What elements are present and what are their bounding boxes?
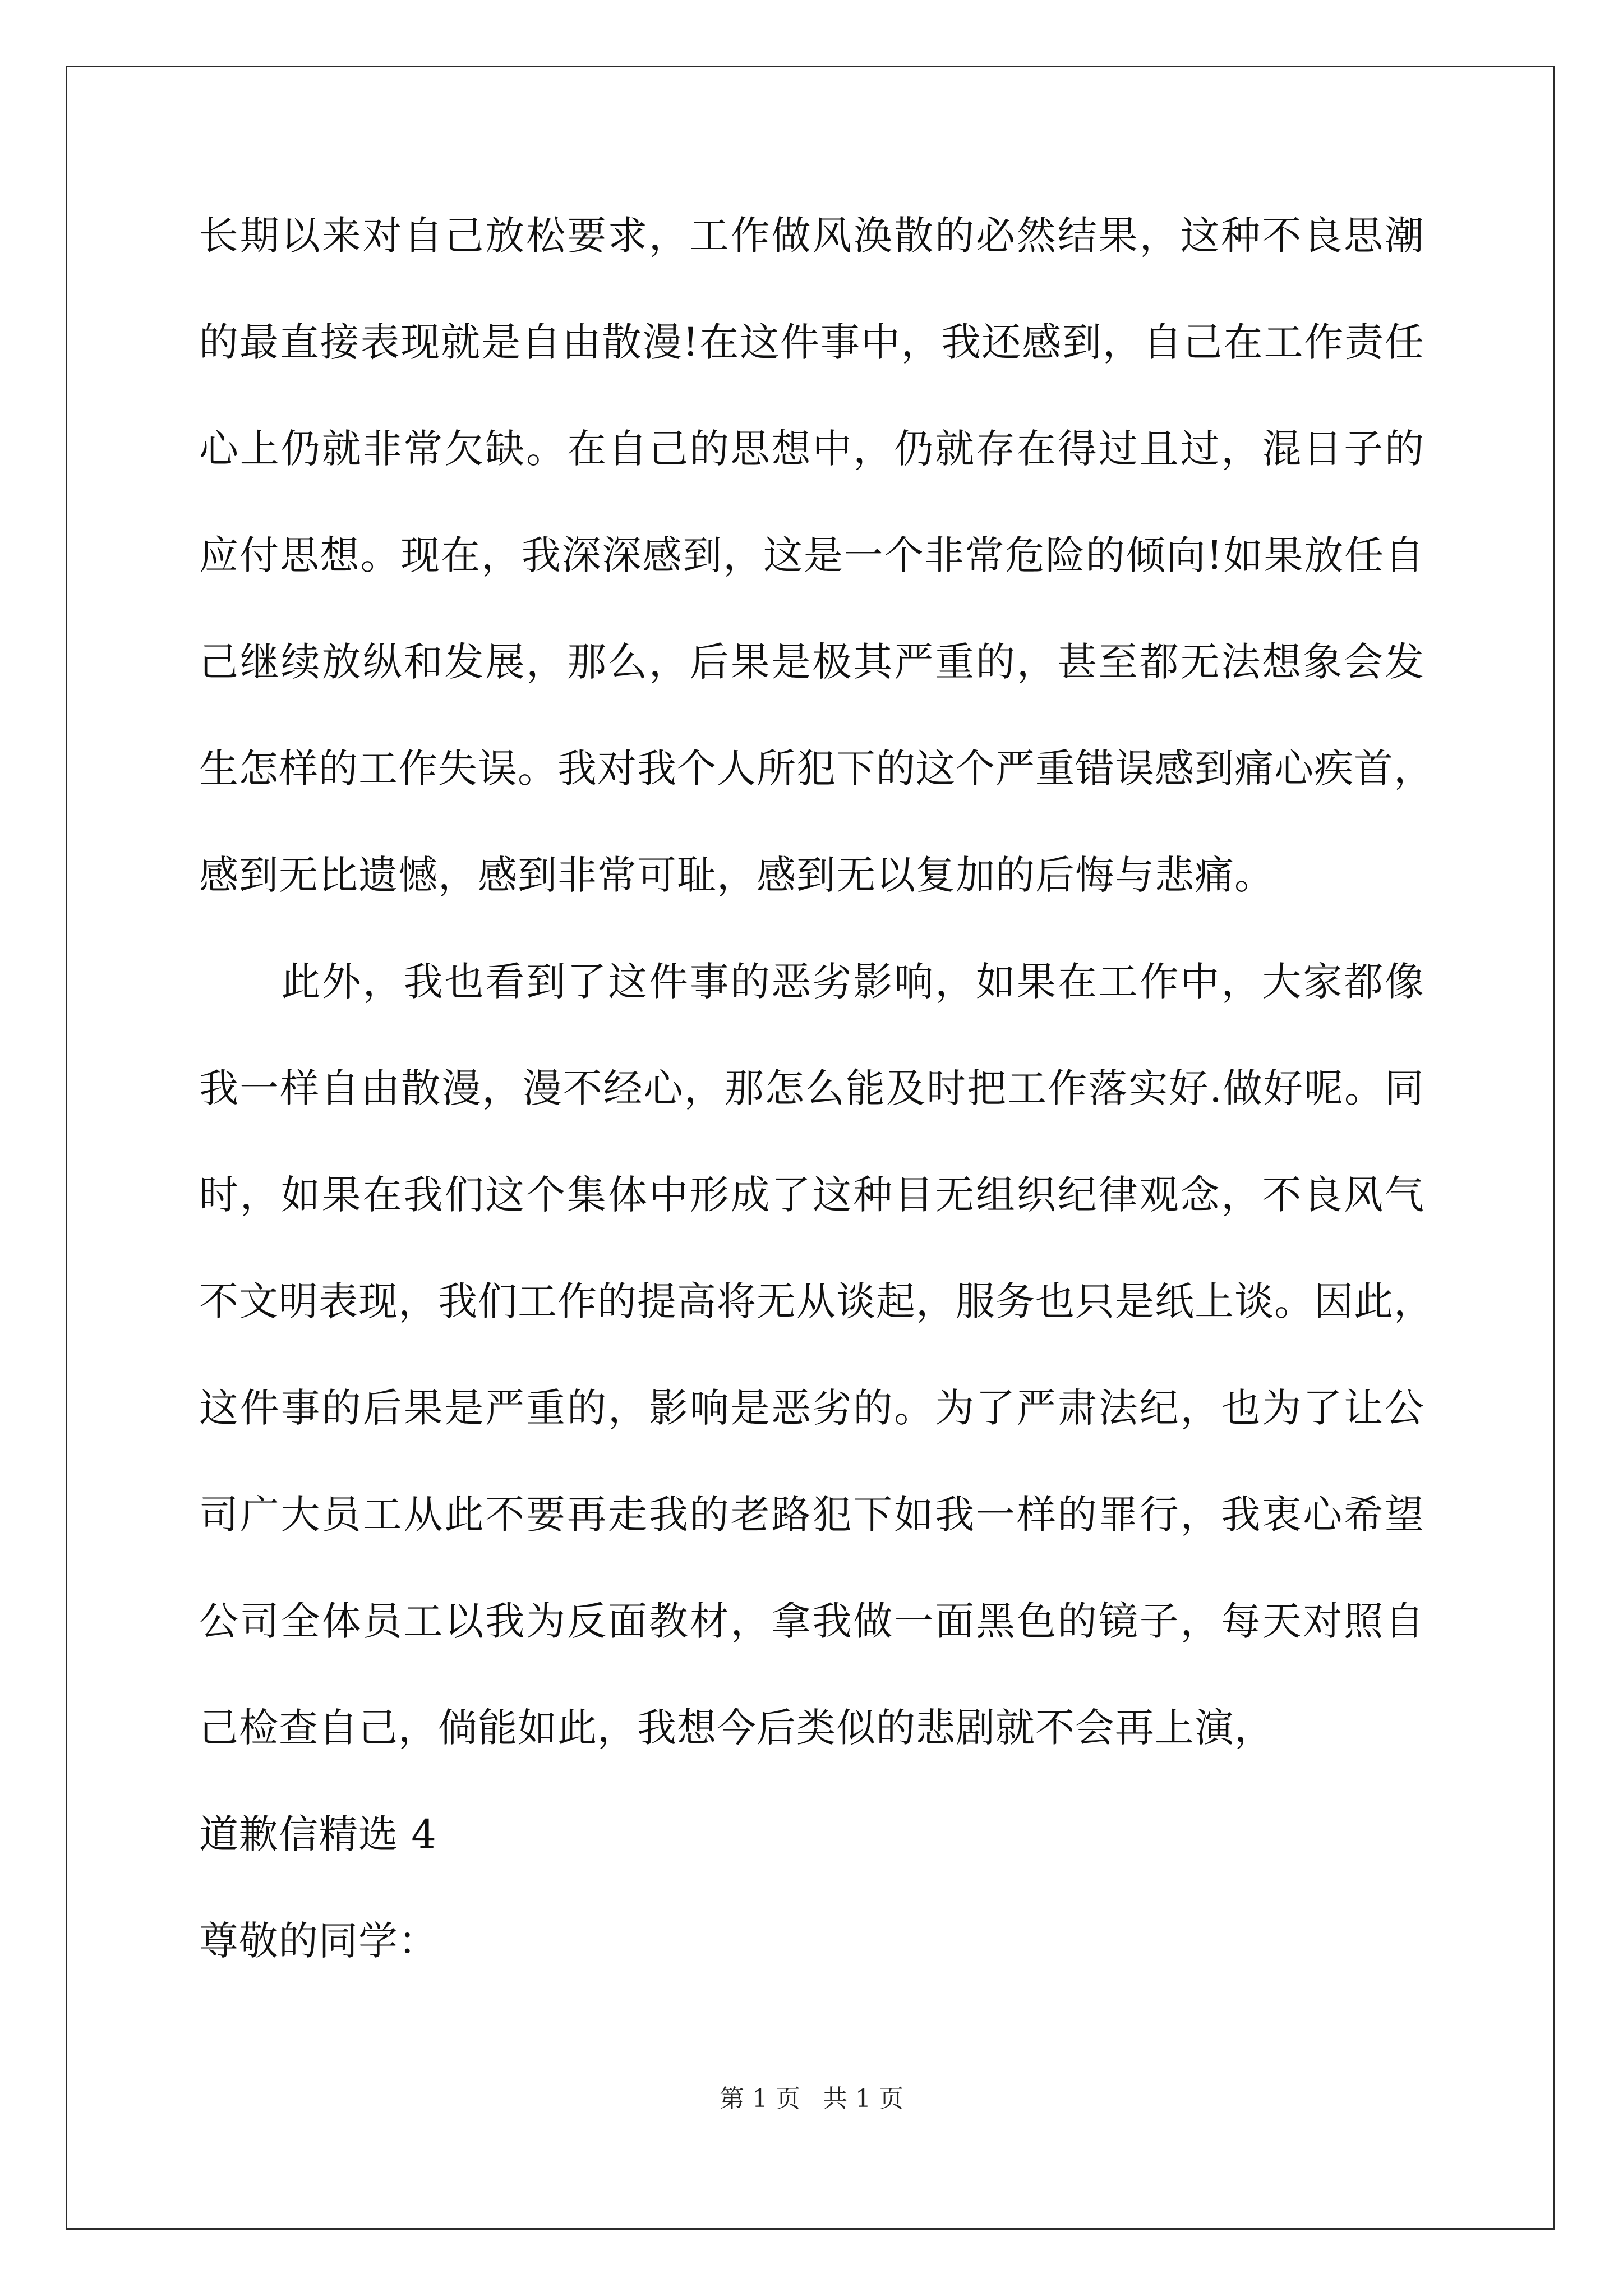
document-body [199,213,1433,2028]
page-footer [0,2087,1623,2111]
salutation: 尊敬的同学： [199,1918,438,1964]
paragraph-line: 不文明表现，我们工作的提高将无从谈起，服务也只是纸上谈。因此， [199,1278,1433,1324]
paragraph-line: 生怎样的工作失误。我对我个人所犯下的这个严重错误感到痛心疾首， [199,746,1433,792]
paragraph-line: 己检查自己，倘能如此，我想今后类似的悲剧就不会再上演， [199,1705,1274,1751]
paragraph-line: 此外，我也看到了这件事的恶劣影响，如果在工作中，大家都像 [281,959,1424,1005]
section-heading: 道歉信精选 4 [199,1811,437,1857]
paragraph-line: 我一样自由散漫，漫不经心，那怎么能及时把工作落实好.做好呢。同 [199,1065,1424,1111]
page-number-current: 第 1 页 [720,2085,800,2113]
paragraph-line: 的最直接表现就是自由散漫!在这件事中，我还感到，自己在工作责任 [199,319,1424,365]
paragraph-line: 应付思想。现在，我深深感到，这是一个非常危险的倾向!如果放任自 [199,532,1424,578]
paragraph-line: 公司全体员工以我为反面教材，拿我做一面黑色的镜子，每天对照自 [199,1598,1424,1644]
paragraph-line: 心上仍就非常欠缺。在自己的思想中，仍就存在得过且过，混日子的 [199,426,1424,472]
paragraph-line: 这件事的后果是严重的，影响是恶劣的。为了严肃法纪，也为了让公 [199,1385,1424,1431]
paragraph-line: 司广大员工从此不要再走我的老路犯下如我一样的罪行，我衷心希望 [199,1492,1424,1538]
paragraph-line: 长期以来对自己放松要求，工作做风涣散的必然结果，这种不良思潮 [199,213,1424,259]
page-number-total: 共 1 页 [823,2085,903,2113]
paragraph-line: 感到无比遗憾，感到非常可耻，感到无以复加的后悔与悲痛。 [199,852,1274,898]
paragraph-line: 己继续放纵和发展，那么，后果是极其严重的，甚至都无法想象会发 [199,639,1424,685]
paragraph-line: 时，如果在我们这个集体中形成了这种目无组织纪律观念，不良风气 [199,1172,1424,1218]
